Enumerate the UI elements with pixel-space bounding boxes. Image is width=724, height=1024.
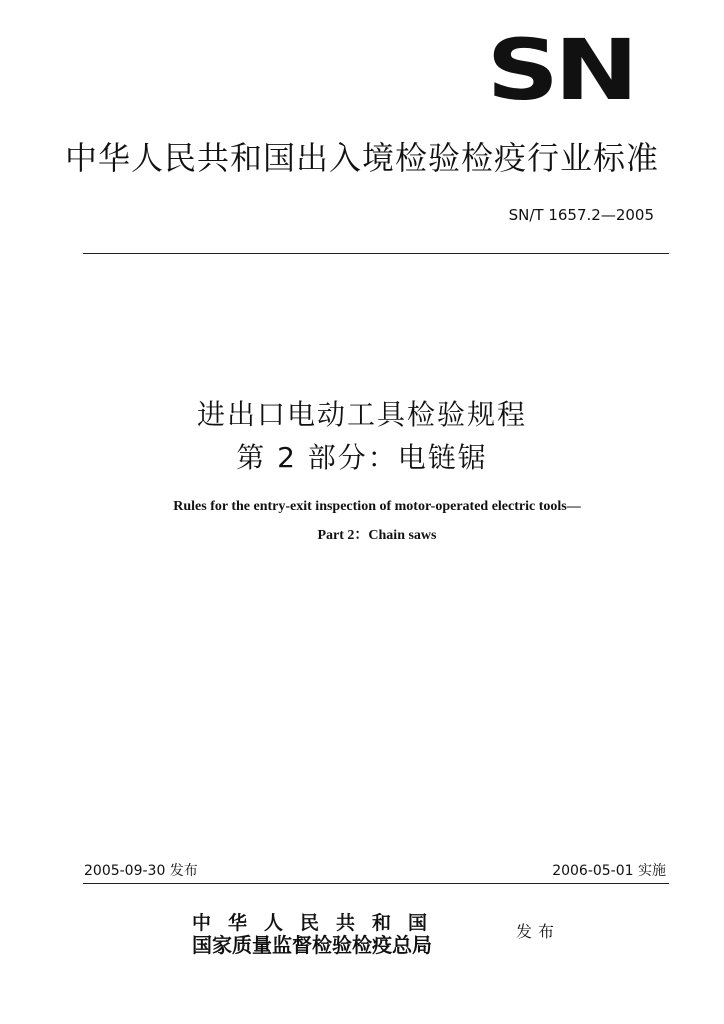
publisher-line1: 中华人民共和国 (192, 912, 445, 934)
english-title-line1: Rules for the entry-exit inspection of motor-operated electric tools— (173, 499, 581, 514)
publisher-line2: 国家质量监督检验检疫总局 (192, 933, 432, 957)
english-title-line2: Part 2：Chain saws (317, 528, 437, 543)
implementation-date: 2006-05-01 实施 (552, 863, 666, 879)
standard-number: SN/T 1657.2—2005 (508, 206, 654, 224)
issue-date: 2005-09-30 发布 (84, 863, 198, 879)
top-divider (83, 253, 669, 254)
chinese-title-line1: 进出口电动工具检验规程 (196, 398, 527, 431)
industry-standard-title: 中华人民共和国出入境检验检疫行业标准 (64, 139, 659, 177)
publish-label: 发布 (516, 922, 561, 941)
sn-logo: SN (486, 21, 634, 119)
chinese-title-line2: 第 2 部分：电链锯 (236, 441, 488, 474)
bottom-divider (83, 883, 669, 884)
